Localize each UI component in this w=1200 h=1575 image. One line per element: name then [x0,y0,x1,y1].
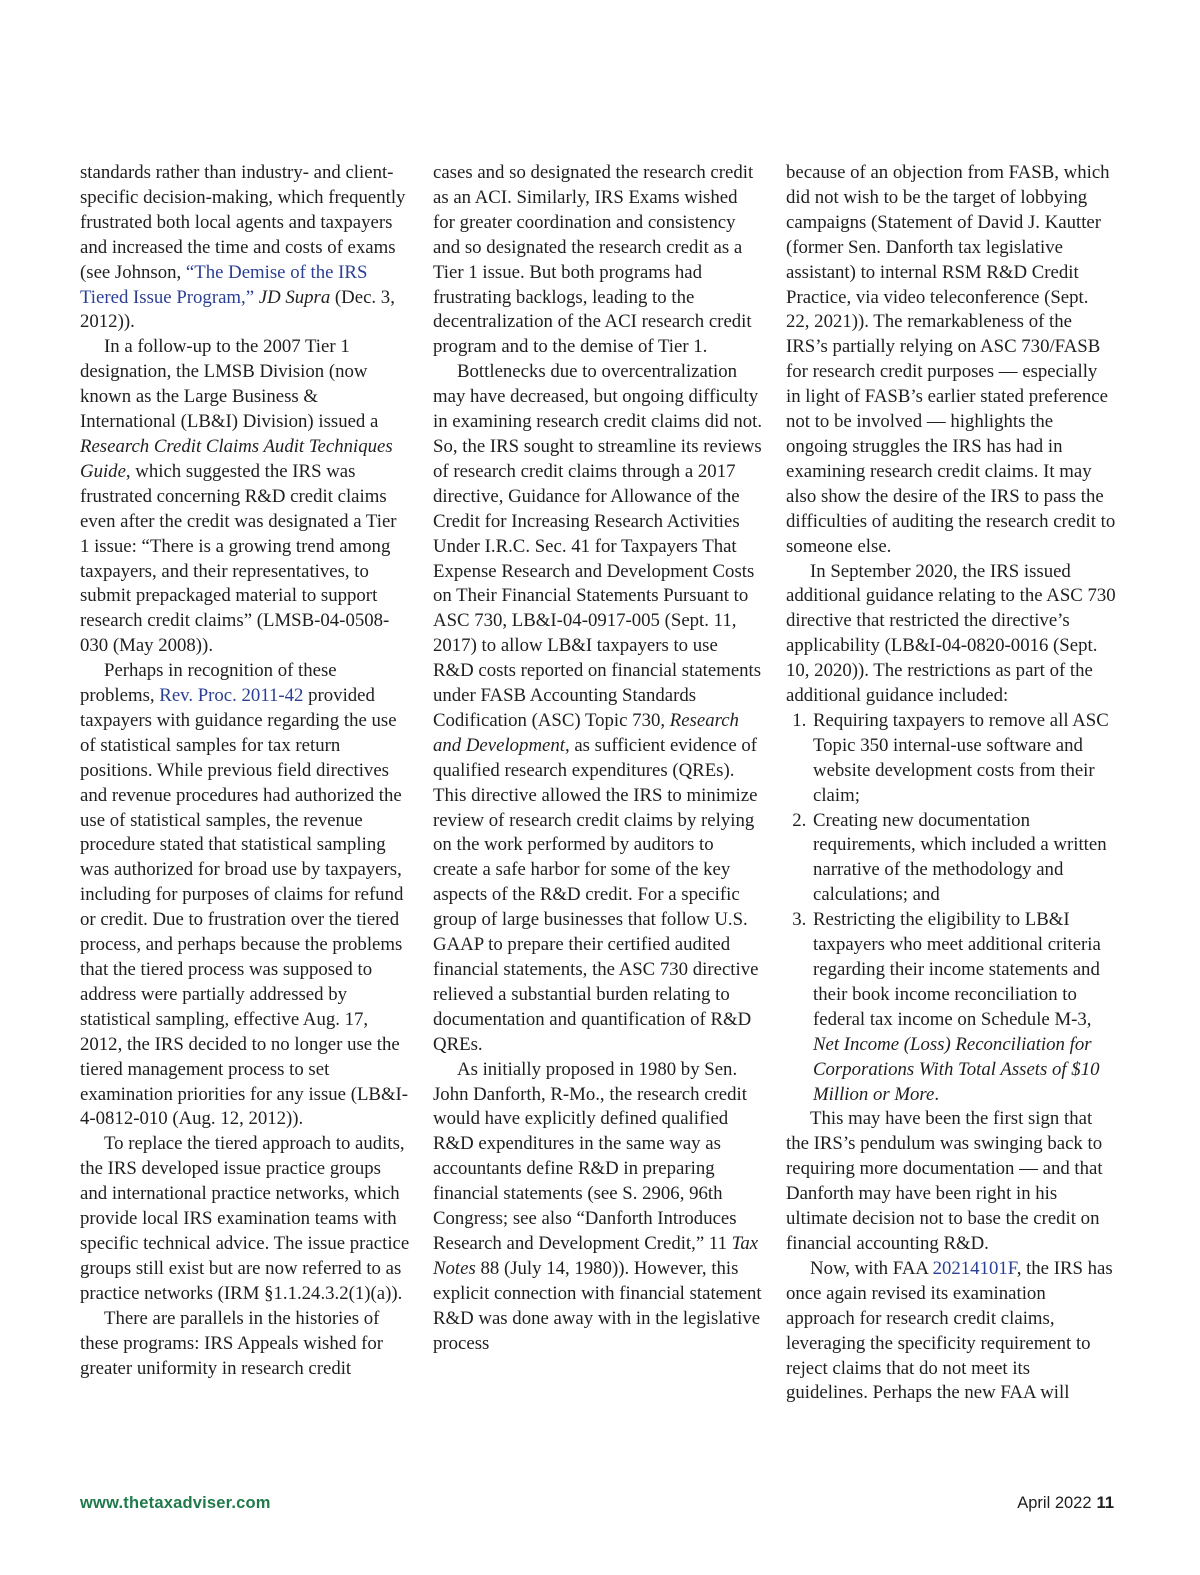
article-link-demise[interactable]: “The Demise of the IRS Tiered Issue Program,” [80,261,368,308]
paragraph: In a follow-up to the 2007 Tier 1 designation, the LMSB Division (now known as the Large Business & International (LB&I) Division) issued a Research Credit Claims Audit Techniques Guide, which suggested the IRS was frustrated concerning R&D credit claims even after the credit was designated a Tier 1 issue: “There is a growing trend among taxpayers, and their representatives, to submit prepackaged material to support research credit claims” (LMSB-04-0508-030 (May 2008)). [80,336,397,657]
article-column-1 [80,161,410,1381]
paragraph: This may have been the first sign that the IRS’s pendulum was swinging back to requiring more documentation — and that Danforth may have been right in his ultimate decision not to base the credit on financial accounting R&D. [786,1108,1103,1254]
page-number: 11 [1096,1494,1114,1512]
article-column-3 [786,161,1116,1406]
list-item: 3. Restricting the eligibility to LB&I taxpayers who meet additional criteria regarding their income statements and their book income reconciliation to federal tax income on Schedule M-3, Net Income (Loss) Reconciliation for Corporations With Total Assets of $10 Million or More. [811,908,1116,1107]
restrictions-list [786,709,1116,1108]
paragraph: standards rather than industry- and client-specific decision-making, which frequently frustrated both local agents and taxpayers and increased the time and costs of exams (see Johnson, “The Demise of the IRS Tiered Issue Program,” JD Supra (Dec. 3, 2012)). [80,162,406,333]
paragraph: There are parallels in the histories of these programs: IRS Appeals wished for greater uniformity in research credit [80,1307,384,1379]
paragraph: To replace the tiered approach to audits, the IRS developed issue practice groups and international practice networks, which provide local IRS examination teams with specific technical advice. The issue practice groups still exist but are now referred to as practice networks (IRM §1.1.24.3.2(1)(a)). [80,1133,410,1304]
paragraph: cases and so designated the research credit as an ACI. Similarly, IRS Exams wished for greater coordination and consistency and so designated the research credit as a Tier 1 issue. But both programs had frustrating backlogs, leading to the decentralization of the ACI research credit program and to the demise of Tier 1. [433,162,754,358]
paragraph: Perhaps in recognition of these problems, Rev. Proc. 2011-42 provided taxpayers with guidance regarding the use of statistical samples for tax return positions. While previous field directives and revenue procedures had authorized the use of statistical samples, the revenue procedure stated that statistical sampling was authorized for broad use by taxpayers, including for purposes of claims for refund or credit. Due to frustration over the tiered process, and perhaps because the problems that the tiered process was supposed to address were partially addressed by statistical sampling, effective Aug. 17, 2012, the IRS decided to no longer use the tiered management process to set examination priorities for any issue (LB&I-4-0812-010 (Aug. 12, 2012)). [80,660,409,1130]
footer-website-link[interactable]: www.thetaxadviser.com [80,1494,271,1512]
list-item: 1. Requiring taxpayers to remove all ASC Topic 350 internal-use software and website development costs from their claim; [811,709,1116,809]
faa-link[interactable]: 20214101F [932,1257,1017,1279]
paragraph: In September 2020, the IRS issued additional guidance relating to the ASC 730 directive that restricted the directive’s applicability (LB&I-04-0820-0016 (Sept. 10, 2020)). The restrictions as part of the additional guidance included: [786,560,1116,707]
list-item: 2. Creating new documentation requirements, which included a written narrative of the methodology and calculations; and [811,809,1116,909]
paragraph: because of an objection from FASB, which did not wish to be the target of lobbying campaigns (Statement of David J. Kautter (former Sen. Danforth tax legislative assistant) to internal RSM R&D Credit Practice, via video teleconference (Sept. 22, 2021)). The remarkableness of the IRS’s partially relying on ASC 730/FASB for research credit purposes — especially in light of FASB’s earlier stated preference not to be involved — highlights the ongoing struggles the IRS has had in examining research credit claims. It may also show the desire of the IRS to pass the difficulties of auditing the research credit to someone else. [786,162,1116,557]
paragraph: As initially proposed in 1980 by Sen. John Danforth, R-Mo., the research credit would have explicitly defined qualified R&D expenditures in the same way as accountants define R&D in preparing financial statements (see S. 2906, 96th Congress; see also “Danforth Introduces Research and Development Credit,” 11 Tax Notes 88 (July 14, 1980)). However, this explicit connection with financial statement R&D was done away with in the legislative process [433,1058,762,1354]
paragraph: Now, with FAA 20214101F, the IRS has once again revised its examination approach for research credit claims, leveraging the specificity requirement to reject claims that do not meet its guidelines. Perhaps the new FAA will [786,1257,1113,1404]
article-column-2 [433,161,763,1357]
rev-proc-link[interactable]: Rev. Proc. 2011-42 [159,685,304,707]
issue-date: April 2022 [1017,1494,1092,1512]
footer-issue-info [1017,1494,1114,1513]
paragraph: Bottlenecks due to overcentralization may have decreased, but ongoing difficulty in examining research credit claims did not. So, the IRS sought to streamline its reviews of research credit claims through a 2017 directive, Guidance for Allowance of the Credit for Increasing Research Activities Under I.R.C. Sec. 41 for Taxpayers That Expense Research and Development Costs on Their Financial Statements Pursuant to ASC 730, LB&I-04-0917-005 (Sept. 11, 2017) to allow LB&I taxpayers to use R&D costs reported on financial statements under FASB Accounting Standards Codification (ASC) Topic 730, Research and Development, as sufficient evidence of qualified research expenditures (QREs). This directive allowed the IRS to minimize review of research credit claims by relying on the work performed by auditors to create a safe harbor for some of the key aspects of the R&D credit. For a specific group of large businesses that follow U.S. GAAP to prepare their certified audited financial statements, the ASC 730 directive relieved a substantial burden relating to documentation and quantification of R&D QREs. [433,361,763,1055]
